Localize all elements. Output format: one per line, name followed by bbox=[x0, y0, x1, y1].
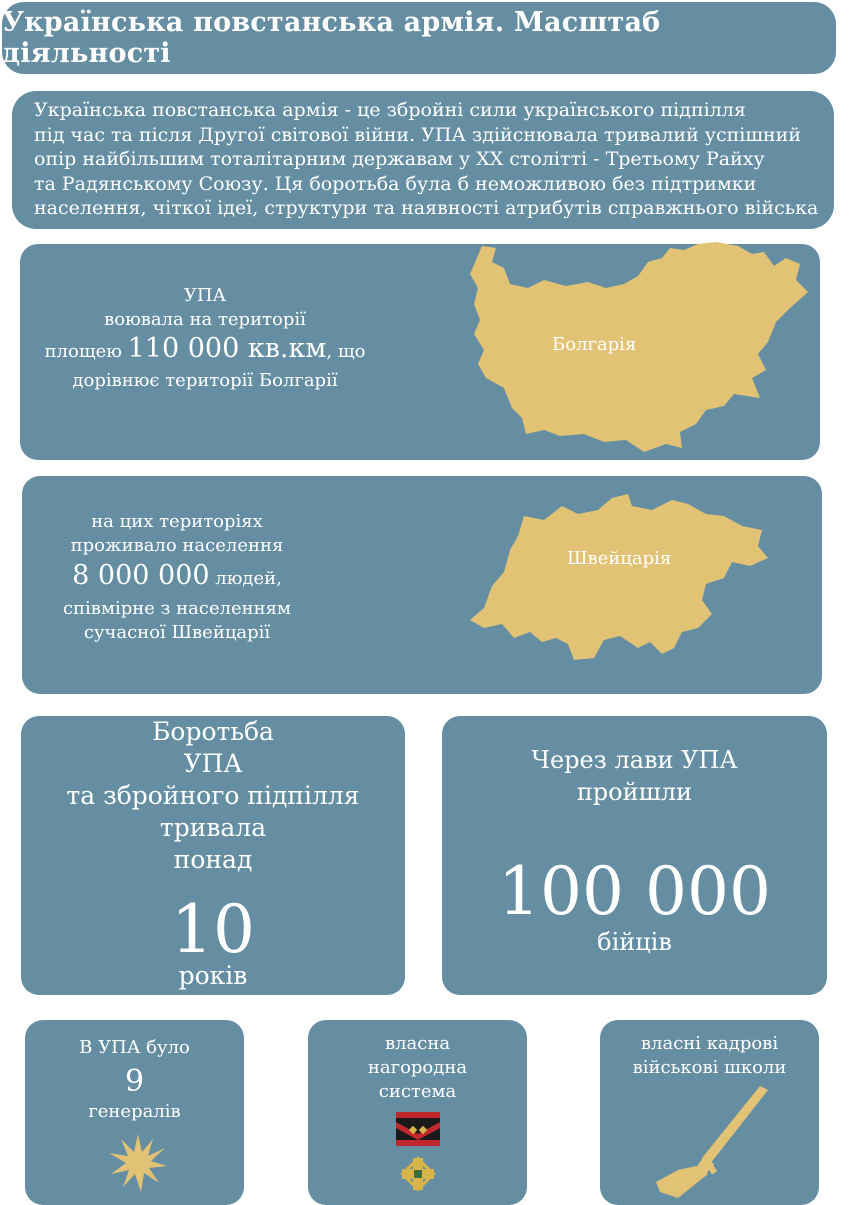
duration-card bbox=[21, 716, 405, 995]
population-line2: проживало населення bbox=[70, 535, 284, 556]
intro-line: Українська повстанська армія - це збройні сили українського підпілля bbox=[34, 99, 746, 121]
territory-post: , що bbox=[326, 341, 366, 362]
territory-area-line bbox=[20, 332, 390, 369]
soldiers-text bbox=[442, 744, 827, 808]
population-card bbox=[22, 476, 822, 694]
territory-area-value: 110 000 кв.км bbox=[127, 333, 327, 364]
territory-line1: УПА bbox=[183, 285, 227, 306]
switzerland-label: Швейцарія bbox=[567, 548, 672, 569]
intro-line: населення, чіткої ідеї, структури та наявності атрибутів справжнього війська bbox=[34, 197, 819, 219]
duration-text bbox=[21, 716, 405, 876]
schools-card bbox=[600, 1020, 819, 1205]
generals-value: 9 bbox=[124, 1064, 145, 1099]
territory-line2: воювала на території bbox=[104, 309, 306, 330]
soldiers-line: пройшли bbox=[576, 778, 693, 806]
territory-line4: дорівнює території Болгарії bbox=[72, 370, 338, 391]
population-line5: сучасної Швейцарії bbox=[83, 622, 271, 643]
schools-text bbox=[600, 1032, 819, 1080]
population-value: 8 000 000 bbox=[72, 560, 210, 591]
duration-line: тривала bbox=[159, 813, 267, 842]
awards-card bbox=[308, 1020, 527, 1205]
awards-line: власна bbox=[384, 1033, 451, 1054]
intro-line: опір найбільшим тоталітарним державам у ХХ столітті - Третьому Райху bbox=[34, 148, 765, 170]
population-line4: співмірне з населенням bbox=[62, 598, 292, 619]
population-value-line bbox=[22, 558, 332, 597]
soldiers-unit: бійців bbox=[597, 928, 672, 956]
rifle-icon bbox=[648, 1082, 778, 1200]
generals-line1: В УПА було bbox=[79, 1037, 190, 1058]
generals-line3: генералів bbox=[88, 1101, 181, 1122]
intro-line: та Радянському Союзу. Ця боротьба була б неможливою без підтримки bbox=[34, 172, 757, 195]
population-line1: на цих територіях bbox=[91, 511, 263, 532]
population-text bbox=[22, 510, 332, 645]
duration-line: та збройного підпілля bbox=[66, 781, 360, 810]
medal-icon bbox=[394, 1112, 442, 1202]
duration-line: Боротьба bbox=[152, 717, 274, 746]
territory-card bbox=[20, 244, 820, 460]
population-post: людей, bbox=[215, 568, 282, 589]
soldiers-line: Через лави УПА bbox=[531, 746, 738, 774]
schools-line: власні кадрові bbox=[640, 1033, 779, 1054]
intro-line: під час та після Другої світової війни. УПА здійснювала тривалий успішний bbox=[34, 123, 802, 146]
territory-text bbox=[20, 284, 390, 393]
soldiers-card bbox=[442, 716, 827, 995]
duration-value: 10 bbox=[171, 891, 255, 968]
schools-line: військові школи bbox=[632, 1057, 787, 1078]
soldiers-value: 100 000 bbox=[498, 853, 771, 930]
awards-line: нагородна bbox=[367, 1057, 468, 1078]
duration-line: понад bbox=[173, 845, 253, 874]
territory-pre: площею bbox=[44, 341, 122, 362]
page-title: Українська повстанська армія. Масштаб діяльності bbox=[2, 7, 661, 69]
duration-unit: років bbox=[178, 961, 248, 990]
intro-card bbox=[12, 91, 834, 229]
awards-text bbox=[308, 1032, 527, 1104]
switzerland-map-icon bbox=[462, 488, 772, 678]
duration-line: УПА bbox=[183, 749, 243, 778]
awards-line: система bbox=[378, 1081, 457, 1102]
bulgaria-label: Болгарія bbox=[552, 334, 637, 355]
title-banner bbox=[2, 2, 836, 74]
star-icon bbox=[109, 1134, 167, 1192]
generals-card bbox=[25, 1020, 244, 1205]
